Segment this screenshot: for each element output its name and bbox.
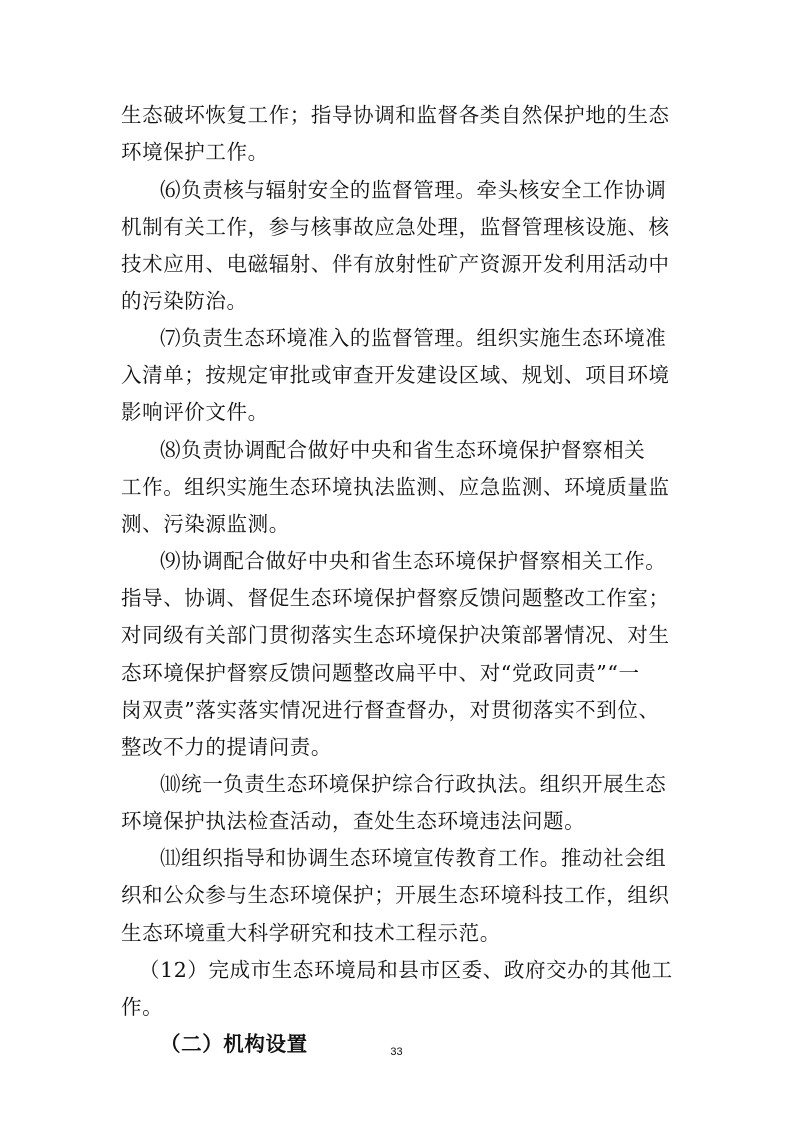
text-line: 影响评价文件。 [121, 400, 269, 424]
page-number: 33 [390, 1046, 403, 1058]
text-line: ⑻负责协调配合做好中央和省生态环境保护督察相关 [160, 438, 646, 462]
text-line: ⑺负责生态环境准入的监督管理。组织实施生态环境准 [160, 326, 667, 350]
text-line: 指导、协调、督促生态环境保护督察反馈问题整改工作室； [121, 586, 670, 610]
text-line: 的污染防治。 [121, 289, 248, 313]
text-line: 整改不力的提请问责。 [121, 735, 332, 759]
text-line: 工作。组织实施生态环境执法监测、应急监测、环境质量监 [121, 475, 670, 499]
text-line: （12）完成市生态环境局和县市区委、政府交办的其他工 [139, 958, 673, 982]
text-line: 环境保护工作。 [121, 140, 269, 164]
text-line: 测、污染源监测。 [121, 512, 290, 536]
text-line: 作。 [121, 995, 164, 1019]
text-line: ⑾组织指导和协调生态环境宣传教育工作。推动社会组 [160, 846, 667, 870]
text-line: 环境保护执法检查活动，查处生态环境违法问题。 [121, 809, 586, 833]
text-line: ⑼协调配合做好中央和省生态环境保护督察相关工作。 [160, 549, 667, 573]
text-line: 入清单；按规定审批或审查开发建设区域、规划、项目环境 [121, 363, 670, 387]
text-line: 生态破坏恢复工作；指导协调和监督各类自然保护地的生态 [121, 103, 670, 127]
text-line: 生态环境重大科学研究和技术工程示范。 [121, 921, 501, 945]
text-line: 对同级有关部门贯彻落实生态环境保护决策部署情况、对生 [121, 623, 670, 647]
section-heading: （二）机构设置 [160, 1032, 308, 1056]
text-line: 技术应用、电磁辐射、伴有放射性矿产资源开发利用活动中 [121, 252, 670, 276]
text-line: ⑽统一负责生态环境保护综合行政执法。组织开展生态 [160, 772, 667, 796]
text-line: 织和公众参与生态环境保护；开展生态环境科技工作，组织 [121, 883, 670, 907]
text-line: 机制有关工作，参与核事故应急处理，监督管理核设施、核 [121, 215, 670, 239]
text-line: 岗双责”落实落实情况进行督查督办，对贯彻落实不到位、 [121, 698, 660, 722]
text-line: 态环境保护督察反馈问题整改扁平中、对“党政同责”“一 [121, 661, 640, 685]
text-line: ⑹负责核与辐射安全的监督管理。牵头核安全工作协调 [160, 178, 667, 202]
